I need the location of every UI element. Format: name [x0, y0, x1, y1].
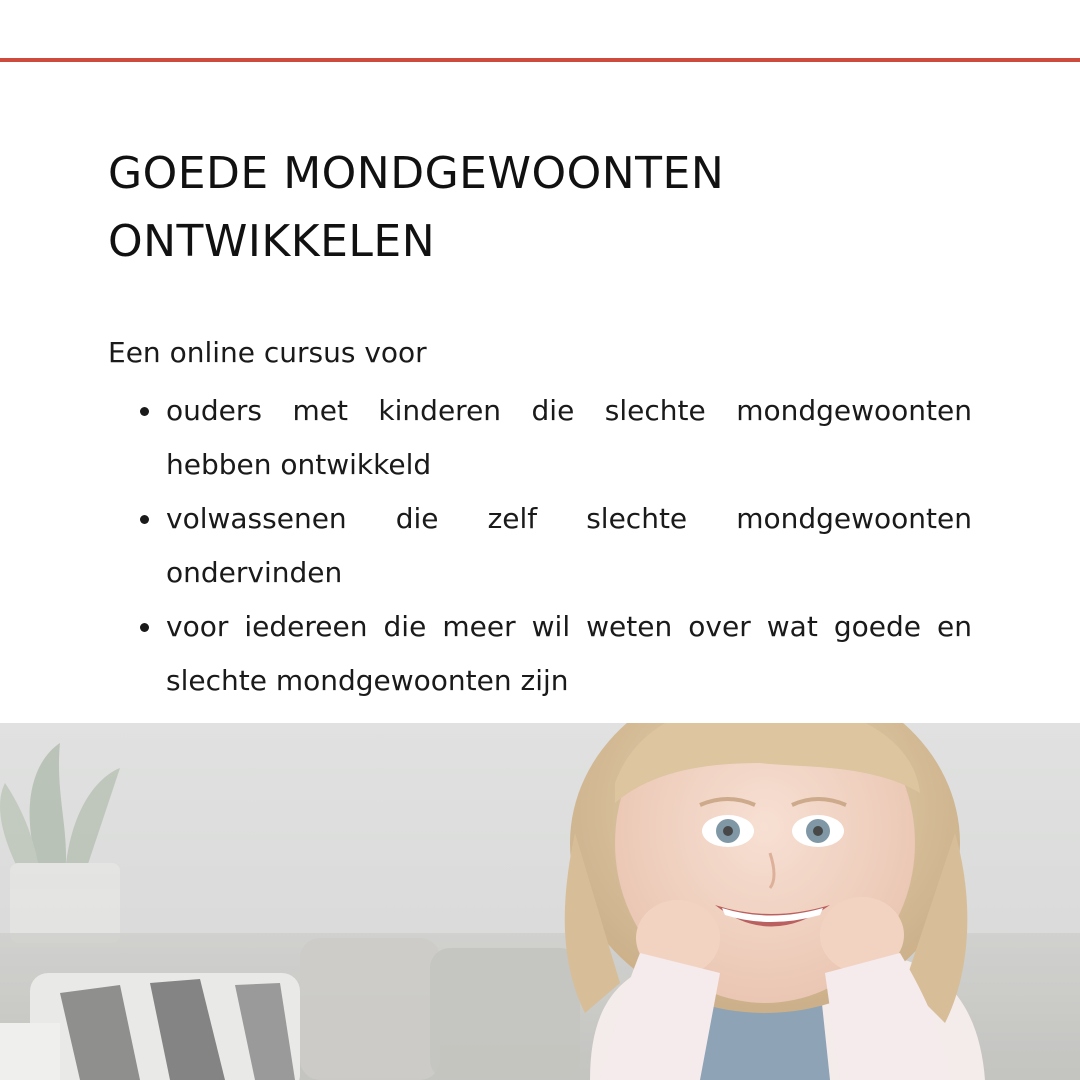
list-item — [166, 384, 972, 492]
bullet-icon — [140, 515, 149, 524]
list-item — [166, 492, 972, 600]
intro-text: Een online cursus voor — [108, 336, 427, 369]
smiling-child-photo — [0, 723, 1080, 1080]
list-item-text: voor iedereen die meer wil weten over wat goede en slechte mondgewoonten zijn — [166, 610, 972, 697]
audience-list — [166, 384, 972, 708]
title-line-2: ONTWIKKELEN — [108, 216, 436, 267]
list-item-text: volwassenen die zelf slechte mondgewoonten ondervinden — [166, 502, 972, 589]
bullet-icon — [140, 407, 149, 416]
list-item — [166, 600, 972, 708]
list-item-text: ouders met kinderen die slechte mondgewoonten hebben ontwikkeld — [166, 394, 972, 481]
bullet-icon — [140, 623, 149, 632]
photo-illustration — [0, 723, 1080, 1080]
title-line-1: GOEDE MONDGEWOONTEN — [108, 148, 725, 199]
page-title — [108, 140, 908, 276]
top-accent-rule — [0, 58, 1080, 62]
